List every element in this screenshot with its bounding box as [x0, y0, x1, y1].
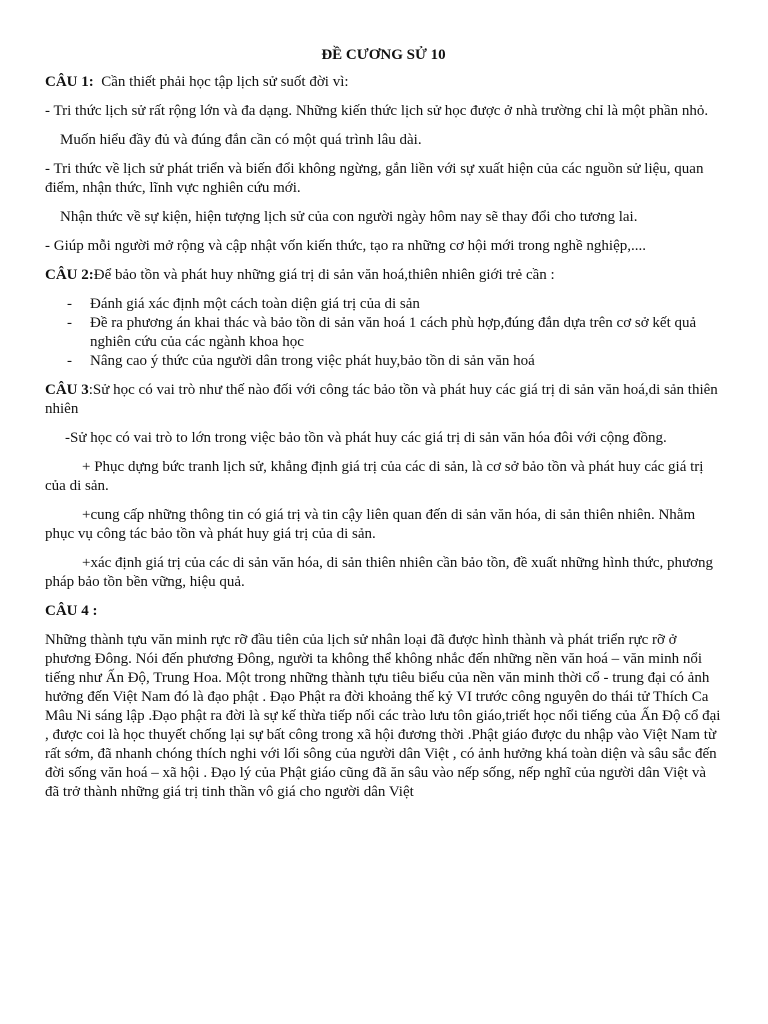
q1-paragraph-1: - Tri thức lịch sử rất rộng lớn và đa dạng. Những kiến thức lịch sử học được ở nhà trường chỉ là một phần nhỏ. [45, 103, 709, 119]
q1-label: CÂU 1: [45, 74, 94, 90]
q4-label: CÂU 4 : [45, 603, 98, 619]
q3-paragraph-3: +cung cấp những thông tin có giá trị và tin cậy liên quan đến di sản văn hóa, di sản thiên nhiên. Nhằm phục vụ công tác bảo tồn và phát huy giá trị của di sản. [45, 507, 696, 542]
q4-paragraph-1: Những thành tựu văn minh rực rỡ đầu tiên của lịch sử nhân loại đã được hình thành và phát triển rực rỡ ở phương Đông. Nói đến phương Đông, người ta không thể không nhắc đến những nền văn hoá – văn minh nổi tiếng như Ấn Độ, Trung Hoa. Một trong những thành tựu tiêu biểu của nền văn minh thời cổ - trung đại có ảnh hưởng đến Việt Nam đó là đạo phật . Đạo Phật ra đời khoảng thế kỷ VI trước công nguyên do thái tử Thích Ca Mâu Ni sáng lập .Đạo phật ra đời là sự kế thừa tiếp nối các trào lưu tôn giáo,triết học nổi tiếng của Ấn Độ cổ đại , được coi là học thuyết chống lại sự bất công trong xã hội đương thời .Phật giáo được du nhập vào Việt Nam từ rất sớm, đã nhanh chóng thích nghi với lối sông của người dân Việt , có ảnh hưởng khá toàn diện và sâu sắc đến đời sống văn hoá – xã hội . Đạo lý của Phật giáo cũng đã ăn sâu vào nếp sống, nếp nghĩ của người dân Việt và đã trở thành những giá trị tinh thần vô giá cho người dân Việt [45, 632, 721, 800]
q1-paragraph-4: Nhận thức về sự kiện, hiện tượng lịch sử của con người ngày hôm nay sẽ thay đổi cho tương lai. [60, 209, 638, 225]
q2-text: Để bảo tồn và phát huy những giá trị di sản văn hoá,thiên nhiên giới trẻ cần : [93, 267, 555, 283]
q3-heading [45, 381, 722, 419]
dash-bullet: - [67, 296, 72, 312]
q2-heading [45, 266, 722, 285]
dash-bullet: - [67, 353, 72, 369]
q3-paragraph-1: -Sử học có vai trò to lớn trong việc bảo tồn và phát huy các giá trị di sản văn hóa đôi với cộng đồng. [65, 430, 667, 446]
list-item-text: Đề ra phương án khai thác và bảo tồn di sản văn hoá 1 cách phù hợp,đúng đắn dựa trên cơ sở kết quả nghiên cứu của các ngành khoa học [90, 315, 697, 350]
q1-paragraph-3: - Tri thức về lịch sử phát triển và biến đổi không ngừng, gắn liền với sự xuất hiện của các nguồn sử liệu, quan điểm, nhận thức, lĩnh vực nghiên cứu mới. [45, 161, 704, 196]
q2-label: CÂU 2: [45, 267, 94, 283]
list-item [45, 352, 722, 371]
list-item-text: Nâng cao ý thức của người dân trong việc phát huy,bảo tồn di sản văn hoá [90, 353, 535, 369]
q3-label: CÂU 3 [45, 382, 89, 398]
q3-paragraph-2: + Phục dựng bức tranh lịch sử, khẳng định giá trị của các di sản, là cơ sở bảo tồn và phát huy các giá trị của di sản. [45, 459, 704, 494]
list-item [45, 295, 722, 314]
dash-bullet: - [67, 315, 72, 331]
list-item [45, 314, 722, 352]
q1-paragraph-5: - Giúp mỗi người mở rộng và cập nhật vốn kiến thức, tạo ra những cơ hội mới trong nghề nghiệp,.... [45, 238, 647, 254]
document-title: ĐỀ CƯƠNG SỬ 10 [321, 47, 446, 63]
q1-paragraph-2: Muốn hiểu đầy đủ và đúng đắn cần có một quá trình lâu dài. [60, 132, 422, 148]
q1-heading [45, 73, 722, 92]
q2-list [45, 295, 722, 371]
q3-paragraph-4: +xác định giá trị của các di sản văn hóa, di sản thiên nhiên cần bảo tồn, đề xuất những hình thức, phương pháp bảo tồn bền vững, hiệu quả. [45, 555, 714, 590]
q3-text: :Sử học có vai trò như thế nào đối với công tác bảo tồn và phát huy các giá trị di sản văn hoá,di sản thiên nhiên [45, 382, 718, 417]
list-item-text: Đánh giá xác định một cách toàn diện giá trị của di sản [90, 296, 420, 312]
q1-text: Cần thiết phải học tập lịch sử suốt đời vì: [101, 74, 349, 90]
